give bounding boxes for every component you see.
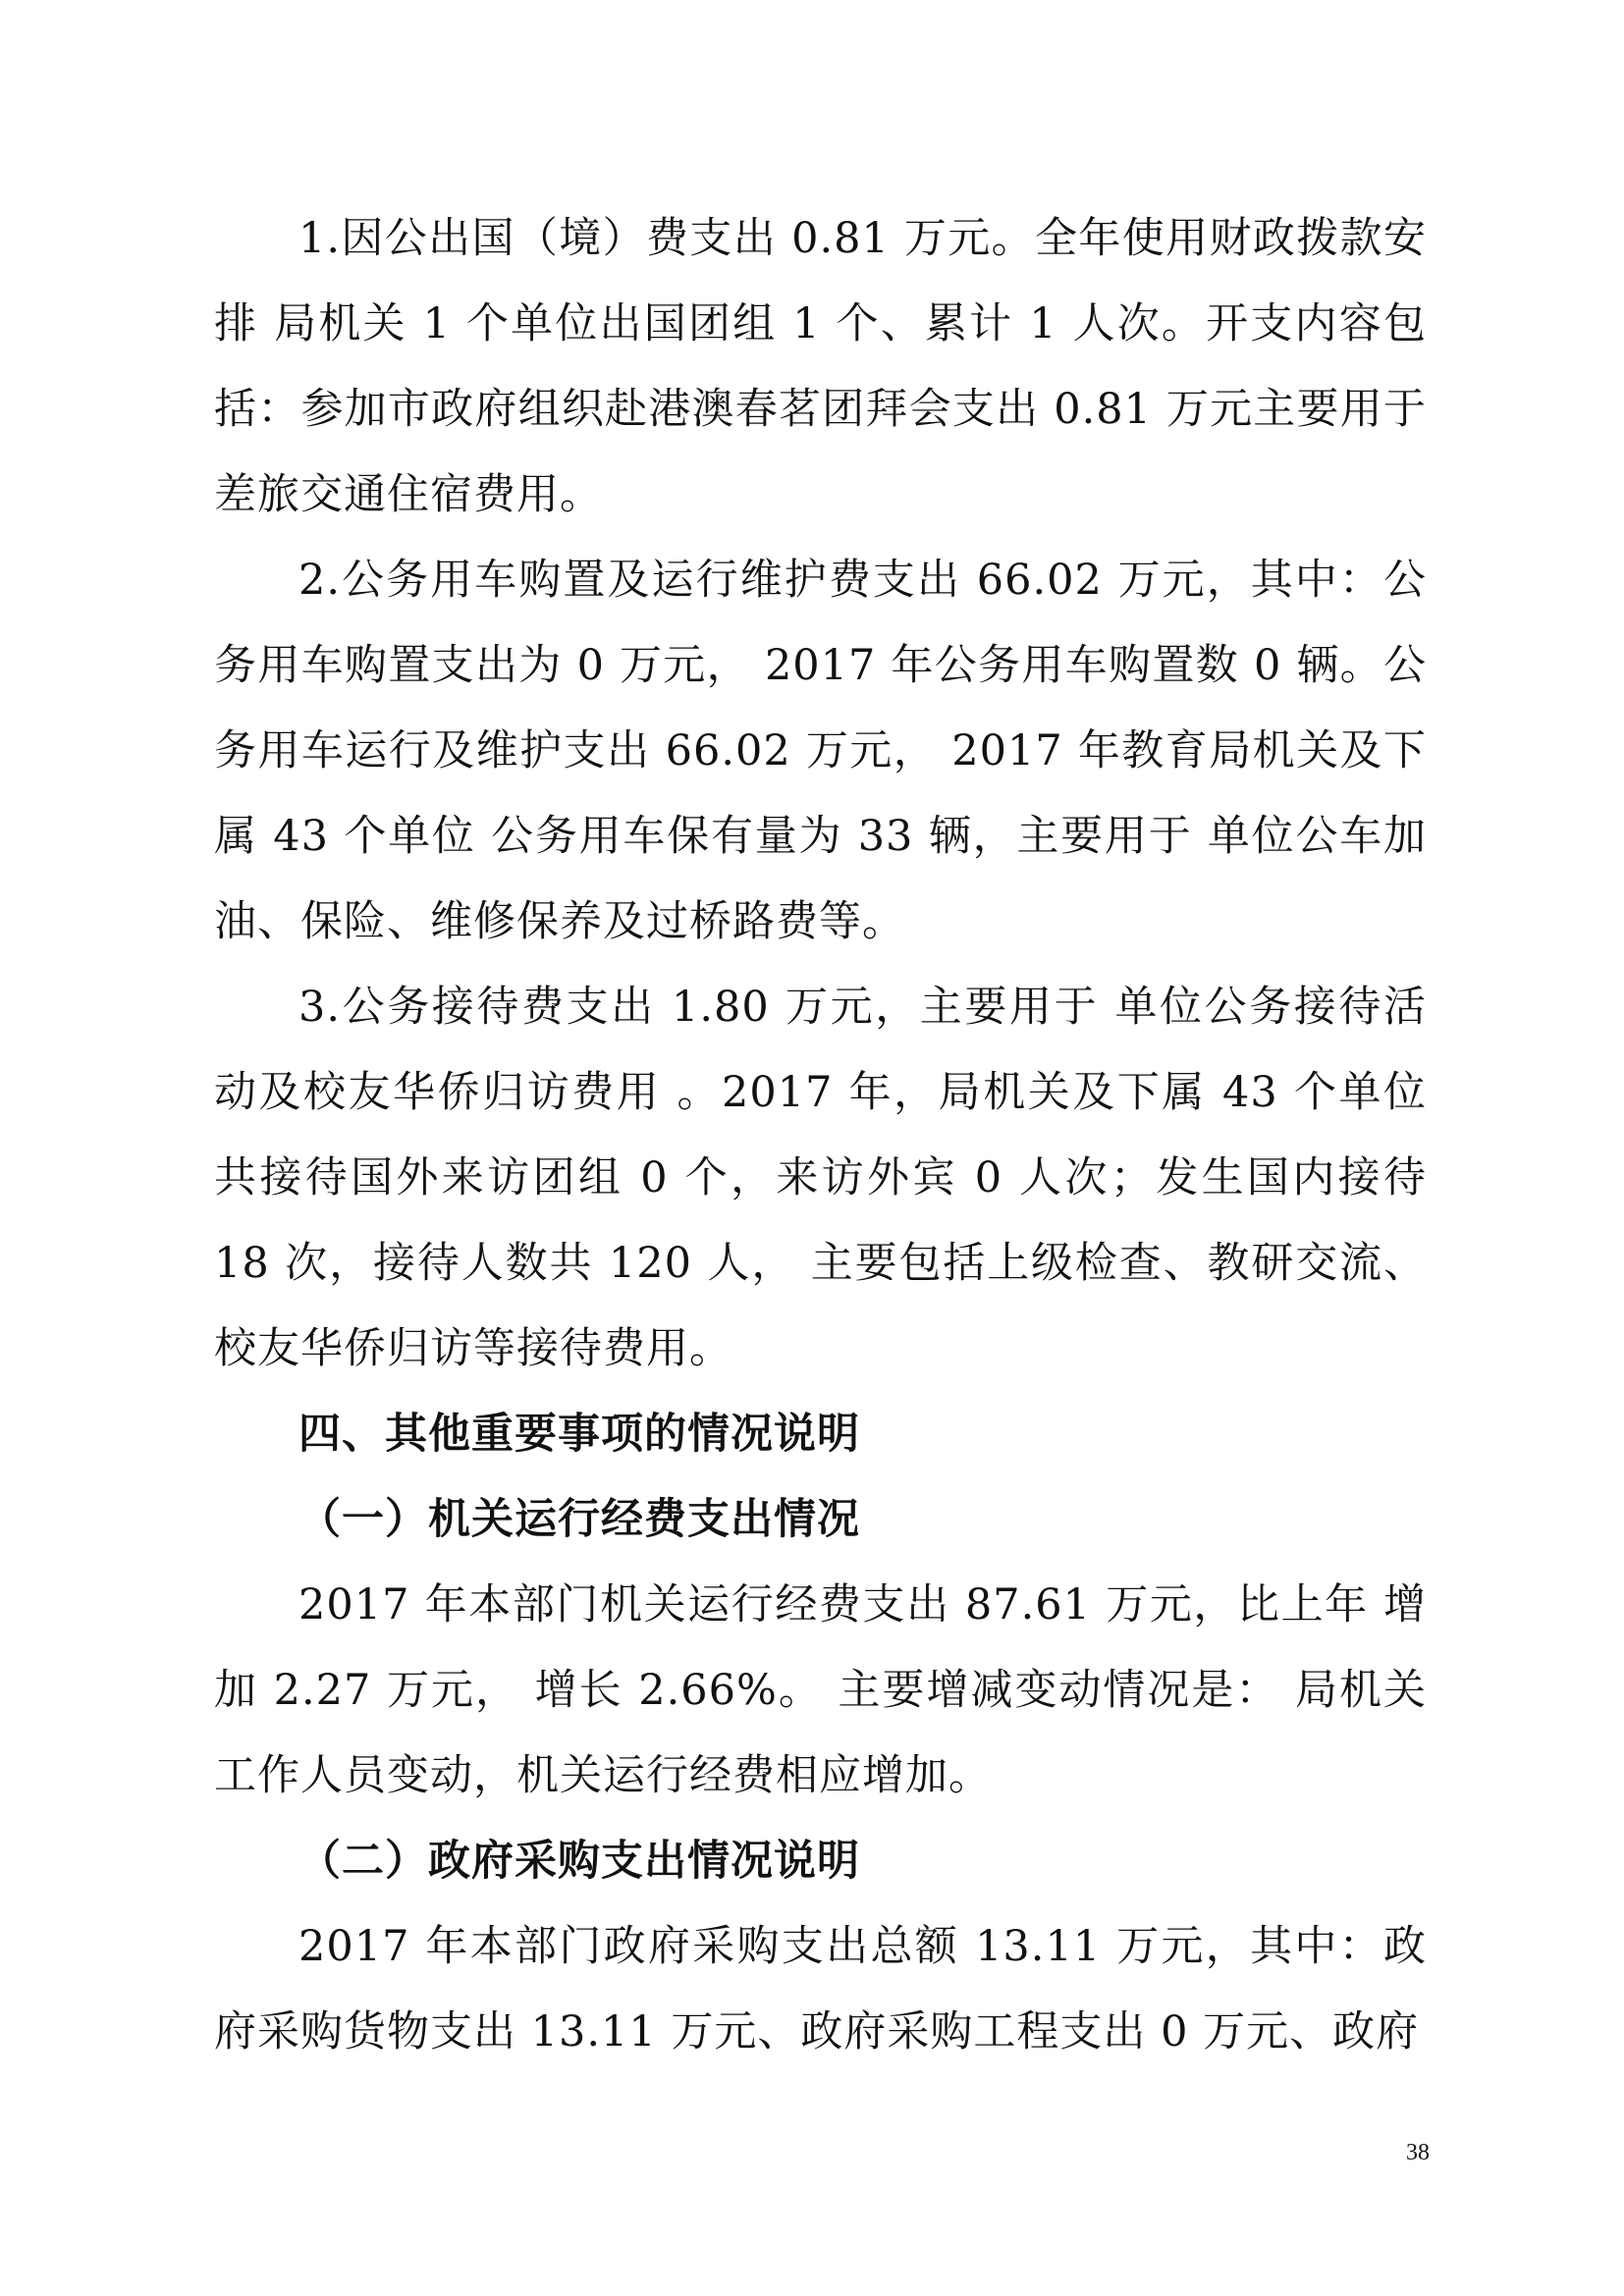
section-heading-other-matters: 四、其他重要事项的情况说明 bbox=[298, 1410, 860, 1459]
paragraph-overseas-travel-expense: 1.因公出国（境）费支出 0.81 万元。全年使用财政拨款安排 局机关 1 个单位出国团组 1 个、累计 1 人次。开支内容包括：参加市政府组织赴港澳春茗团拜会支出 0.81 万元主要用于差旅交通住宿费用。 bbox=[214, 214, 1427, 519]
paragraph-operating-expense: 2017 年本部门机关运行经费支出 87.61 万元，比上年 增加 2.27 万元， 增长 2.66%。 主要增减变动情况是： 局机关工作人员变动，机关运行经费相应增加。 bbox=[214, 1580, 1427, 1800]
paragraph-procurement: 2017 年本部门政府采购支出总额 13.11 万元，其中：政府采购货物支出 13.11 万元、政府采购工程支出 0 万元、政府 bbox=[214, 1922, 1427, 2056]
paragraph-official-reception-expense: 3.公务接待费支出 1.80 万元，主要用于 单位公务接待活动及校友华侨归访费用 。2017 年，局机关及下属 43 个单位 共接待国外来访团组 0 个，来访外宾 0 人次；发生国内接待 18 次，接待人数共 120 人， 主要包括上级检查、教研交流、校友华侨归访等接待费用。 bbox=[214, 983, 1427, 1373]
paragraph-official-vehicle-expense: 2.公务用车购置及运行维护费支出 66.02 万元，其中：公务用车购置支出为 0 万元， 2017 年公务用车购置数 0 辆。公务用车运行及维护支出 66.02 万元， 2017 年教育局机关及下属 43 个单位 公务用车保有量为 33 辆，主要用于 单位公车加油、保险、维修保养及过桥路费等。 bbox=[214, 556, 1427, 946]
subsection-heading-operating-expense: （一）机关运行经费支出情况 bbox=[298, 1495, 860, 1544]
page-number: 38 bbox=[1406, 2140, 1430, 2165]
page-content bbox=[214, 196, 1427, 2075]
subsection-heading-procurement: （二）政府采购支出情况说明 bbox=[298, 1837, 860, 1886]
